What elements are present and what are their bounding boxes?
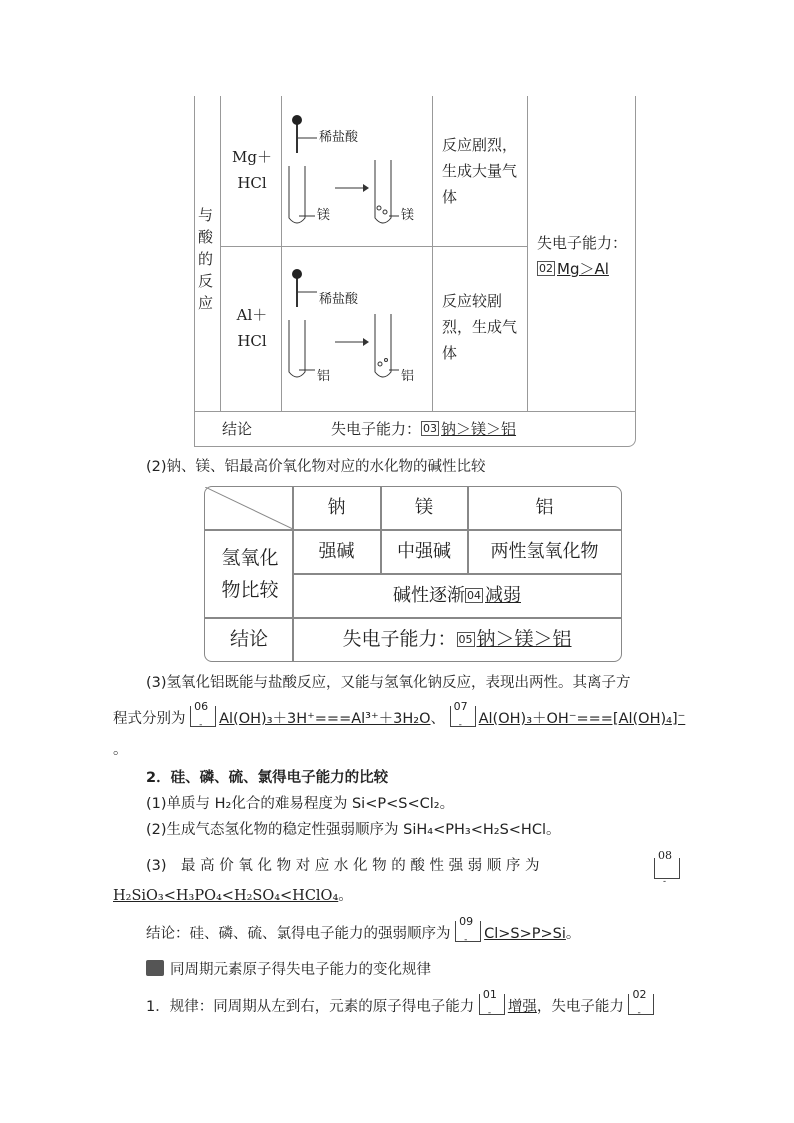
answer-box-01: 01 - [479, 994, 505, 1015]
observation-mg: 反应剧烈，生成大量气体 [442, 136, 518, 206]
conclusion-label: 结论 [221, 420, 252, 438]
reaction-table [194, 96, 636, 447]
value-al: 两性氢氧化物 [490, 541, 599, 562]
rule-line: 1．规律：同周期从左到右，元素的原子得电子能力 01 - 增强，失电子能力 02 - [146, 994, 657, 1017]
merged-conclusion: 失电子能力： 02 Mg＞Al [537, 234, 628, 278]
s2-line3: (3) 最 高 价 氧 化 物 对 应 水 化 物 的 酸 性 强 弱 顺 序 为 [146, 858, 540, 874]
p3-line1: (3)氢氧化铝既能与盐酸反应，又能与氢氧化钠反应，表现出两性。其离子方 [146, 675, 631, 691]
answer-box-06: 06 - [190, 706, 216, 727]
metal-label-mg-2: 镁 [401, 208, 415, 223]
answer-box-07: 07 - [450, 706, 476, 727]
answer-box-08: 08 - [654, 858, 680, 879]
section-2-title: (2)钠、镁、铝最高价氧化物对应的水化物的碱性比较 [146, 459, 486, 475]
row-group-label: 与酸的反应 [198, 206, 214, 312]
p3-line2: 程式分别为 06 - Al(OH)₃＋3H⁺===Al³⁺＋3H₂O、 07 - Al(OH)₃＋OH⁻===[Al(OH)₄]⁻ [113, 700, 686, 730]
metal-label-al-1: 铝 [317, 369, 331, 384]
answer-box-09: 09 - [455, 921, 481, 942]
answer-box-02b: 02 - [628, 994, 654, 1015]
reactants-al: Al＋HCl [236, 306, 268, 350]
reagent-label-mg: 稀盐酸 [319, 130, 359, 145]
hydroxide-table [204, 486, 622, 662]
s2-line4: H₂SiO₃<H₃PO₄<H₂SO₄<HClO₄。 [113, 888, 353, 904]
s2-conclusion: 结论：硅、磷、硫、氯得电子能力的强弱顺序为 09 - Cl>S>P>Si。 [146, 915, 581, 945]
conclusion-text: 失电子能力： 03 钠＞镁＞铝 [331, 420, 517, 438]
t2-conclusion-label: 结论 [229, 628, 268, 650]
metal-label-al-2: 铝 [401, 369, 415, 384]
value-na: 强碱 [318, 541, 355, 562]
reactants-mg: Mg＋HCl [232, 148, 272, 192]
t2-conclusion-text: 失电子能力： 05 钠＞镁＞铝 [342, 628, 572, 650]
trend: 碱性逐渐 04 减弱 [393, 585, 521, 606]
section-icon [146, 960, 164, 976]
metal-label-mg-1: 镁 [317, 208, 331, 223]
reagent-label-al: 稀盐酸 [319, 292, 359, 307]
s2-line1: (1)单质与 H₂化合的难易程度为 Si<P<S<Cl₂。 [146, 796, 455, 812]
s2-title: 2．硅、磷、硫、氯得电子能力的比较 [146, 770, 389, 786]
s2-line2: (2)生成气态氢化物的稳定性强弱顺序为 SiH₄<PH₃<H₂S<HCl。 [146, 822, 561, 838]
observation-al: 反应较剧烈，生成气体 [442, 292, 518, 362]
row-label: 氢氧化物比较 [221, 547, 279, 601]
header-mg: 镁 [415, 497, 433, 518]
section-heading: 同周期元素原子得失电子能力的变化规律 [146, 960, 431, 980]
header-na: 钠 [327, 497, 346, 518]
header-al: 铝 [535, 497, 554, 518]
value-mg: 中强碱 [397, 541, 451, 562]
p3-end: 。 [113, 742, 128, 758]
